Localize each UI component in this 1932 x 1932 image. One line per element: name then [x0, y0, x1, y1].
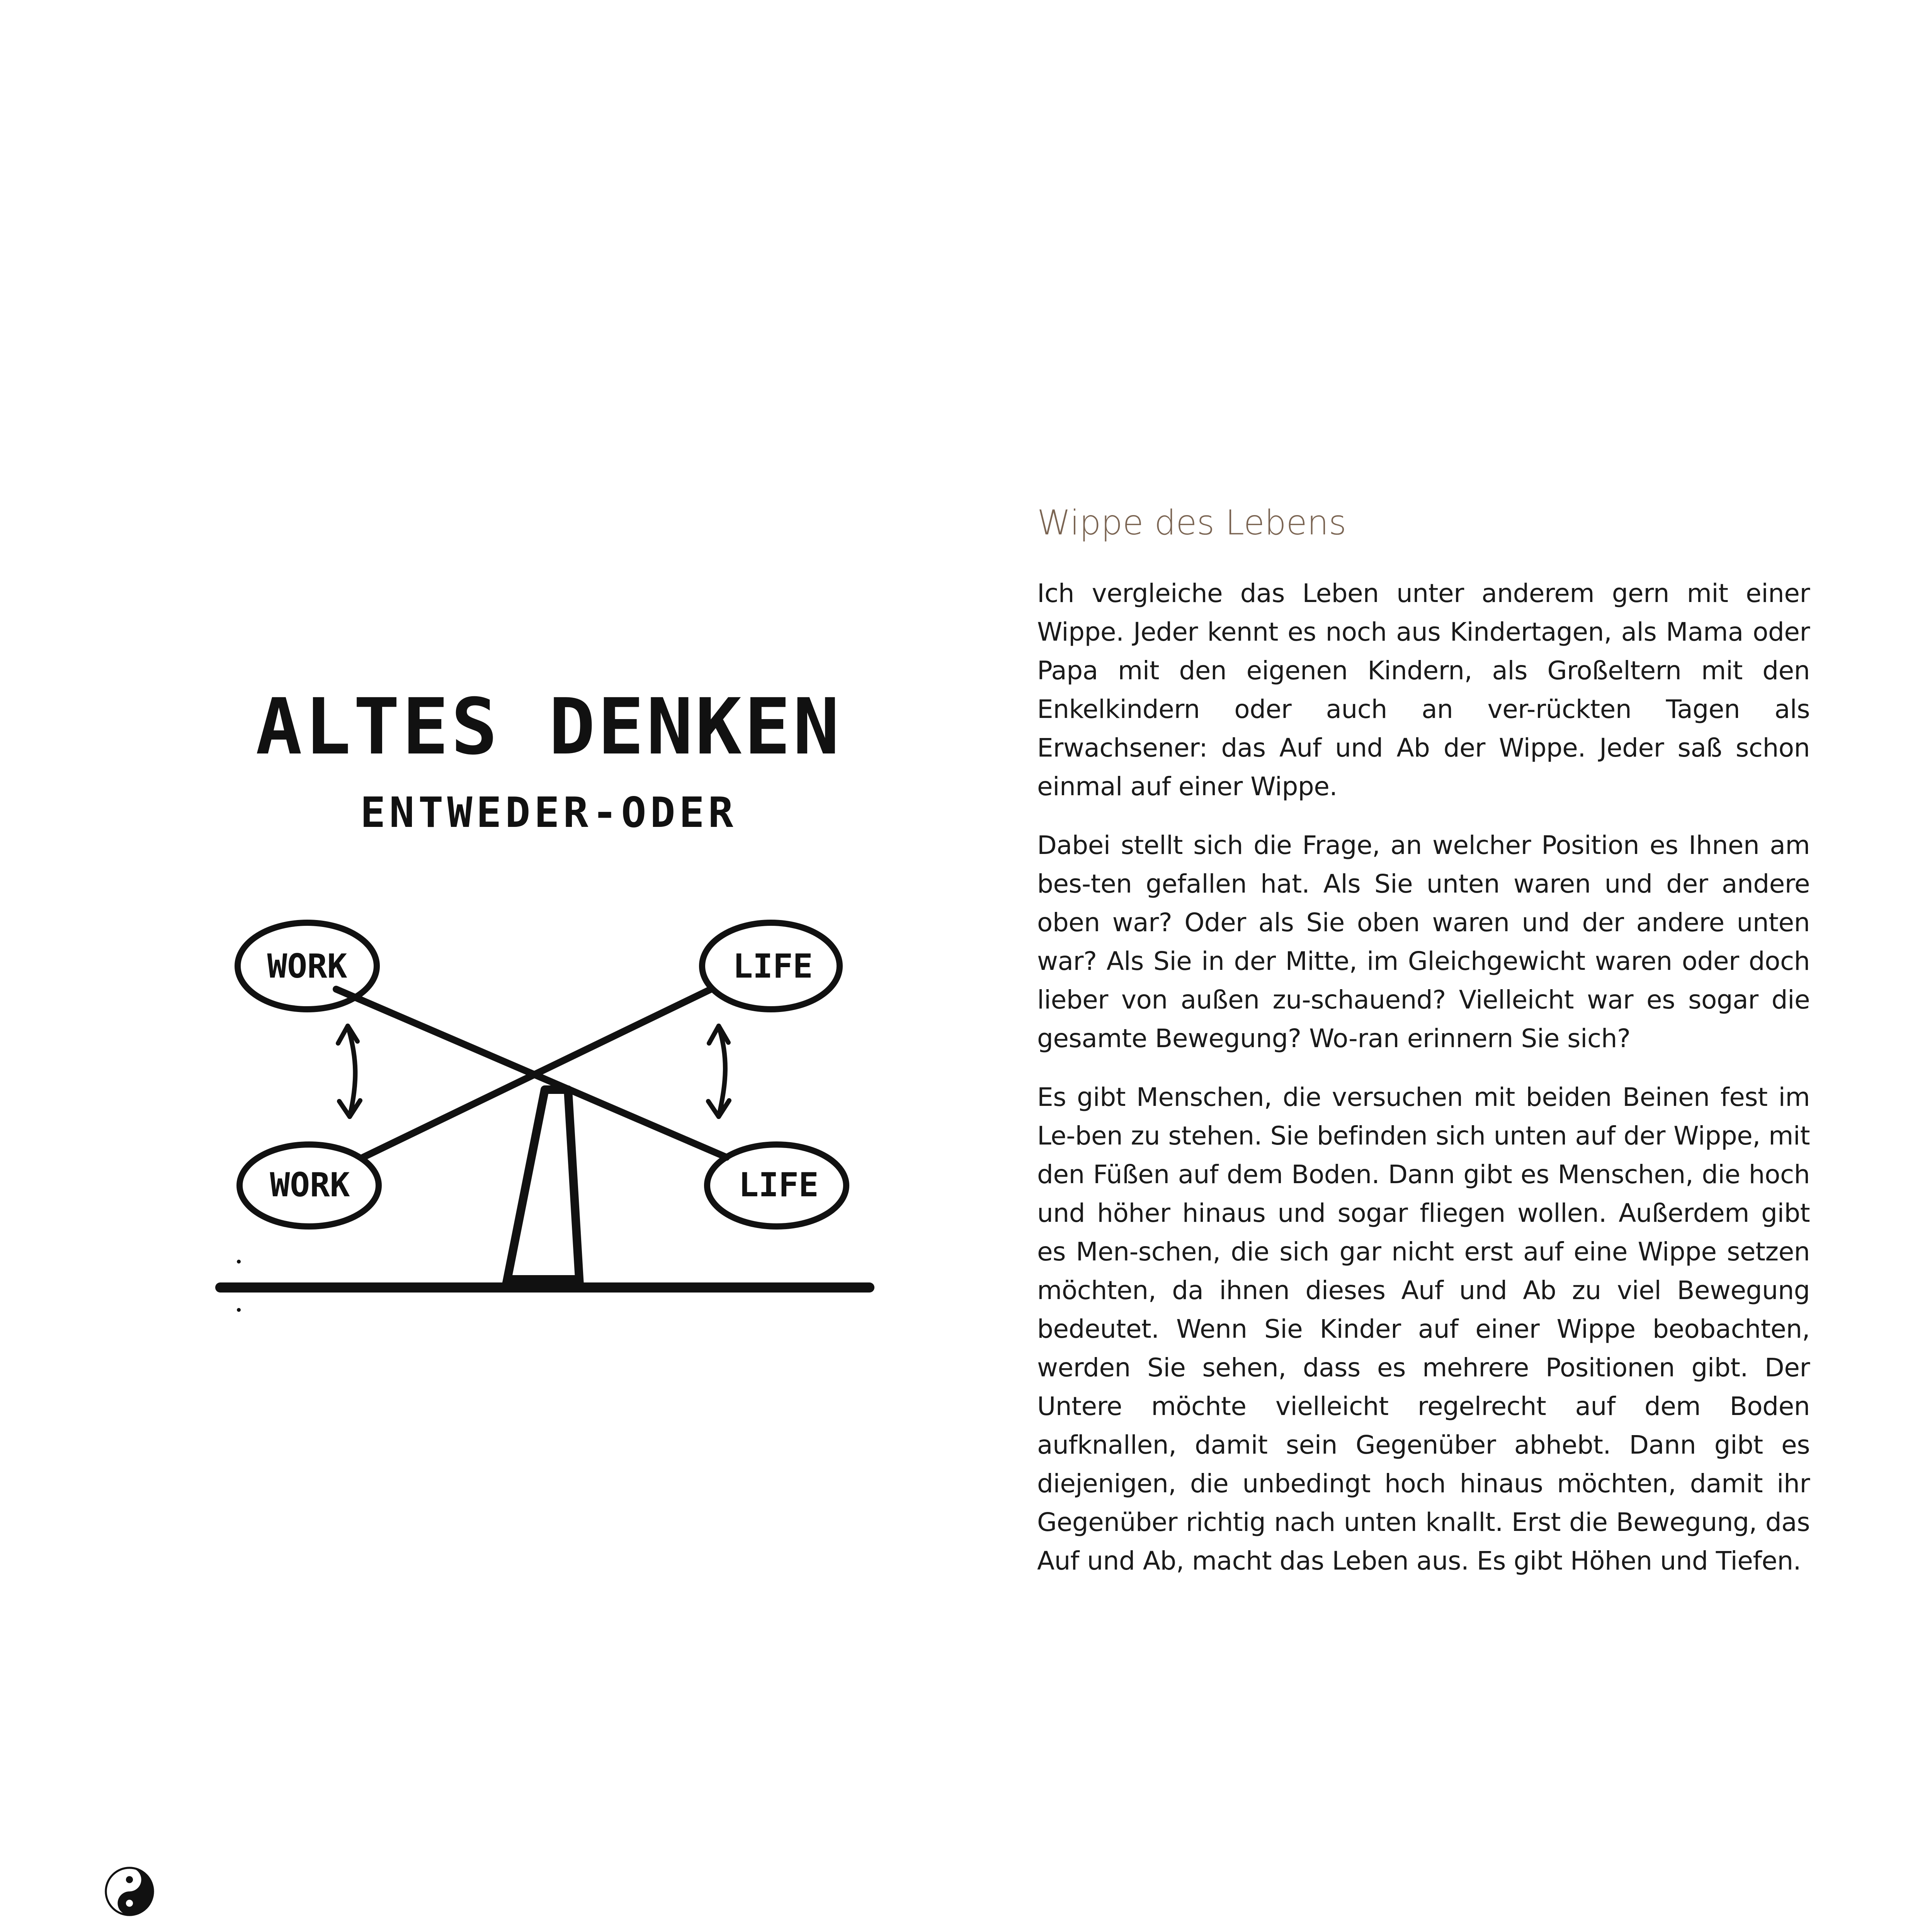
label-work-top: WORK [267, 947, 347, 986]
yin-yang-icon [104, 1866, 155, 1917]
illustration-title: ALTES DENKEN [255, 682, 842, 772]
article [1037, 502, 1810, 1600]
bubble-top-left [238, 923, 377, 1009]
article-paragraph-2: Dabei stellt sich die Frage, an welcher Position es Ihnen am bes-ten gefallen hat. Als Sie unten waren und der andere oben war? Oder als Sie oben waren und der andere unten war? Als Sie in der Mitte, im Gleichgewicht waren oder doch lieber von außen zu-schauend? Vielleicht war es sogar die gesamte Bewegung? Wo-ran erinnern Sie sich? [1037, 830, 1810, 1053]
seesaw-fulcrum [506, 1090, 580, 1285]
bubble-top-right [702, 923, 840, 1009]
bubble-bottom-left [240, 1145, 379, 1226]
article-paragraph-1: Ich vergleiche das Leben unter anderem gern mit einer Wippe. Jeder kennt es noch aus Kindertagen, als Mama oder Papa mit den eigenen Kindern, als Großeltern mit den Enkelkindern oder auch an ver-rückten Tagen als Erwachsener: das Auf und Ab der Wippe. Jeder saß schon einmal auf einer Wippe. [1037, 578, 1810, 801]
double-arrow-right-icon [708, 1026, 729, 1117]
double-arrow-left-icon [338, 1026, 360, 1117]
illustration-subtitle: ENTWEDER-ODER [360, 789, 737, 837]
article-body [1037, 574, 1810, 1580]
label-work-bottom: WORK [270, 1166, 350, 1204]
label-life-bottom: LIFE [738, 1166, 819, 1204]
seesaw-illustration [209, 672, 889, 1329]
label-life-top: LIFE [733, 947, 813, 986]
ground-dot [237, 1260, 241, 1264]
ground-dot [237, 1308, 241, 1312]
bubble-bottom-right [707, 1145, 846, 1226]
article-title: Wippe des Lebens [1037, 503, 1347, 543]
article-paragraph-3: Es gibt Menschen, die versuchen mit beiden Beinen fest im Le-ben zu stehen. Sie befinden sich unten auf der Wippe, mit den Füßen auf dem Boden. Dann gibt es Menschen, die hoch und höher hinaus und sogar fliegen wollen. Außerdem gibt es Men-schen, die sich gar nicht erst auf eine Wippe setzen möchten, da ihnen dieses Auf und Ab zu viel Bewegung bedeutet. Wenn Sie Kinder auf einer Wippe beobachten, werden Sie sehen, dass es mehrere Positionen gibt. Der Untere möchte vielleicht regelrecht auf dem Boden aufknallen, damit sein Gegenüber abhebt. Dann gibt es diejenigen, die unbedingt hoch hinaus möchten, damit ihr Gegenüber richtig nach unten knallt. Erst die Bewegung, das Auf und Ab, macht das Leben aus. Es gibt Höhen und Tiefen. [1037, 1082, 1810, 1576]
